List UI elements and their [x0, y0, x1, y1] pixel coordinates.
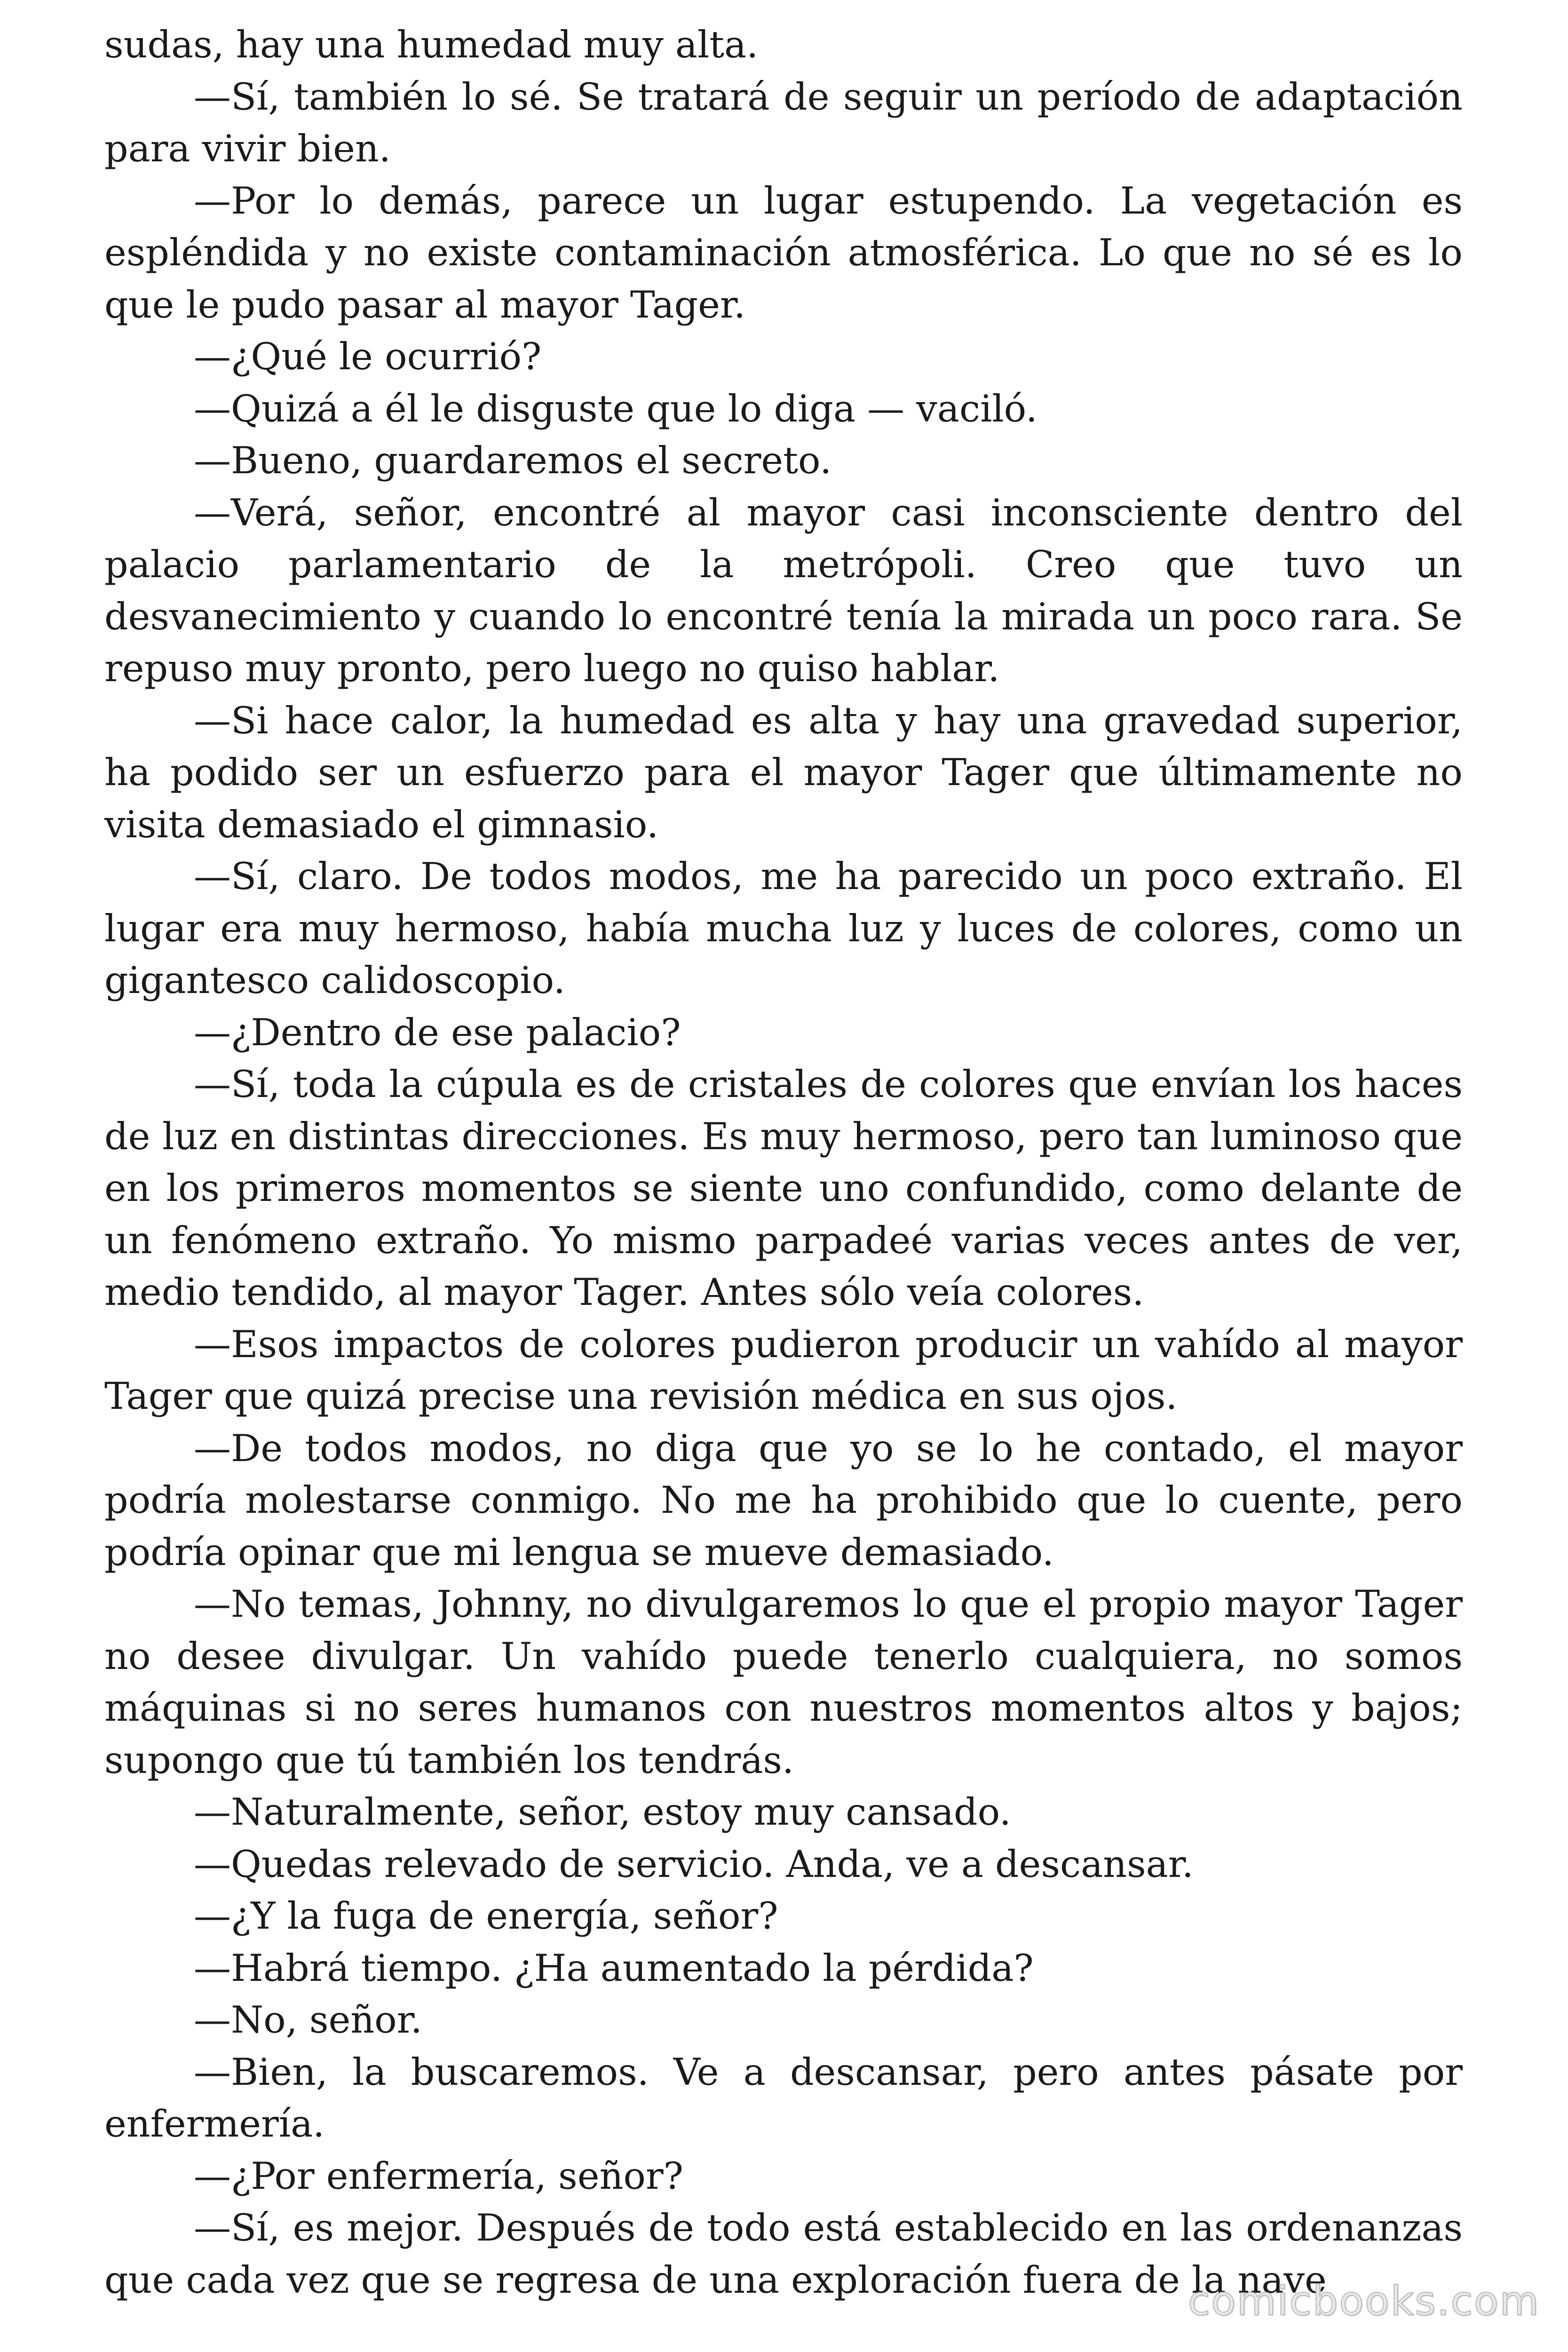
- paragraph: —Naturalmente, señor, estoy muy cansado.: [194, 1790, 1011, 1834]
- paragraph: —Quedas relevado de servicio. Anda, ve a descansar.: [194, 1842, 1194, 1886]
- paragraph: —Si hace calor, la humedad es alta y hay una gravedad superior, ha podido ser un esfuerzo para el mayor Tager que últimamente no visita demasiado el gimnasio.: [104, 699, 1463, 846]
- paragraph: —Quizá a él le disguste que lo diga — vaciló.: [194, 387, 1037, 430]
- paragraph: —Sí, claro. De todos modos, me ha parecido un poco extraño. El lugar era muy hermoso, había mucha luz y luces de colores, como un gigantesco calidoscopio.: [104, 855, 1463, 1002]
- paragraph-continued: sudas, hay una humedad muy alta.: [104, 23, 759, 66]
- paragraph: —Habrá tiempo. ¿Ha aumentado la pérdida?: [194, 1946, 1034, 1990]
- paragraph: —Por lo demás, parece un lugar estupendo. La vegetación es espléndida y no existe contaminación atmosférica. Lo que no sé es lo que le pudo pasar al mayor Tager.: [104, 179, 1463, 326]
- paragraph: —¿Y la fuga de energía, señor?: [194, 1894, 778, 1938]
- paragraph: —¿Qué le ocurrió?: [194, 335, 542, 378]
- paragraph: —Bueno, guardaremos el secreto.: [194, 439, 832, 482]
- book-page: [104, 19, 1463, 2306]
- paragraph: —No temas, Johnny, no divulgaremos lo que el propio mayor Tager no desee divulgar. Un vahído puede tenerlo cualquiera, no somos máquinas si no seres humanos con nuestros momentos altos y bajos; supongo que tú también los tendrás.: [104, 1582, 1463, 1782]
- paragraph: —¿Dentro de ese palacio?: [194, 1010, 681, 1054]
- paragraph: —Bien, la buscaremos. Ve a descansar, pero antes pásate por enfermería.: [104, 2050, 1463, 2145]
- paragraph: —Sí, toda la cúpula es de cristales de colores que envían los haces de luz en distintas direcciones. Es muy hermoso, pero tan luminoso que en los primeros momentos se siente uno confundido, como delante de un fenómeno extraño. Yo mismo parpadeé varias veces antes de ver, medio tendido, al mayor Tager. Antes sólo veía colores.: [104, 1063, 1463, 1314]
- paragraph: —Sí, es mejor. Después de todo está establecido en las ordenanzas que cada vez que se regresa de una exploración fuera de la nave: [104, 2206, 1463, 2302]
- paragraph: —¿Por enfermería, señor?: [194, 2154, 684, 2198]
- paragraph: —De todos modos, no diga que yo se lo he contado, el mayor podría molestarse conmigo. No me ha prohibido que lo cuente, pero podría opinar que mi lengua se mueve demasiado.: [104, 1426, 1463, 1574]
- watermark: comicbooks.com: [1188, 2278, 1540, 2325]
- paragraph: —Esos impactos de colores pudieron producir un vahído al mayor Tager que quizá precise una revisión médica en sus ojos.: [104, 1322, 1463, 1418]
- paragraph: —Sí, también lo sé. Se tratará de seguir un período de adaptación para vivir bien.: [104, 75, 1463, 170]
- paragraph: —No, señor.: [194, 1998, 422, 2042]
- paragraph: —Verá, señor, encontré al mayor casi inconsciente dentro del palacio parlamentario de la metrópoli. Creo que tuvo un desvanecimiento y cuando lo encontré tenía la mirada un poco rara. Se repuso muy pronto, pero luego no quiso hablar.: [104, 491, 1463, 690]
